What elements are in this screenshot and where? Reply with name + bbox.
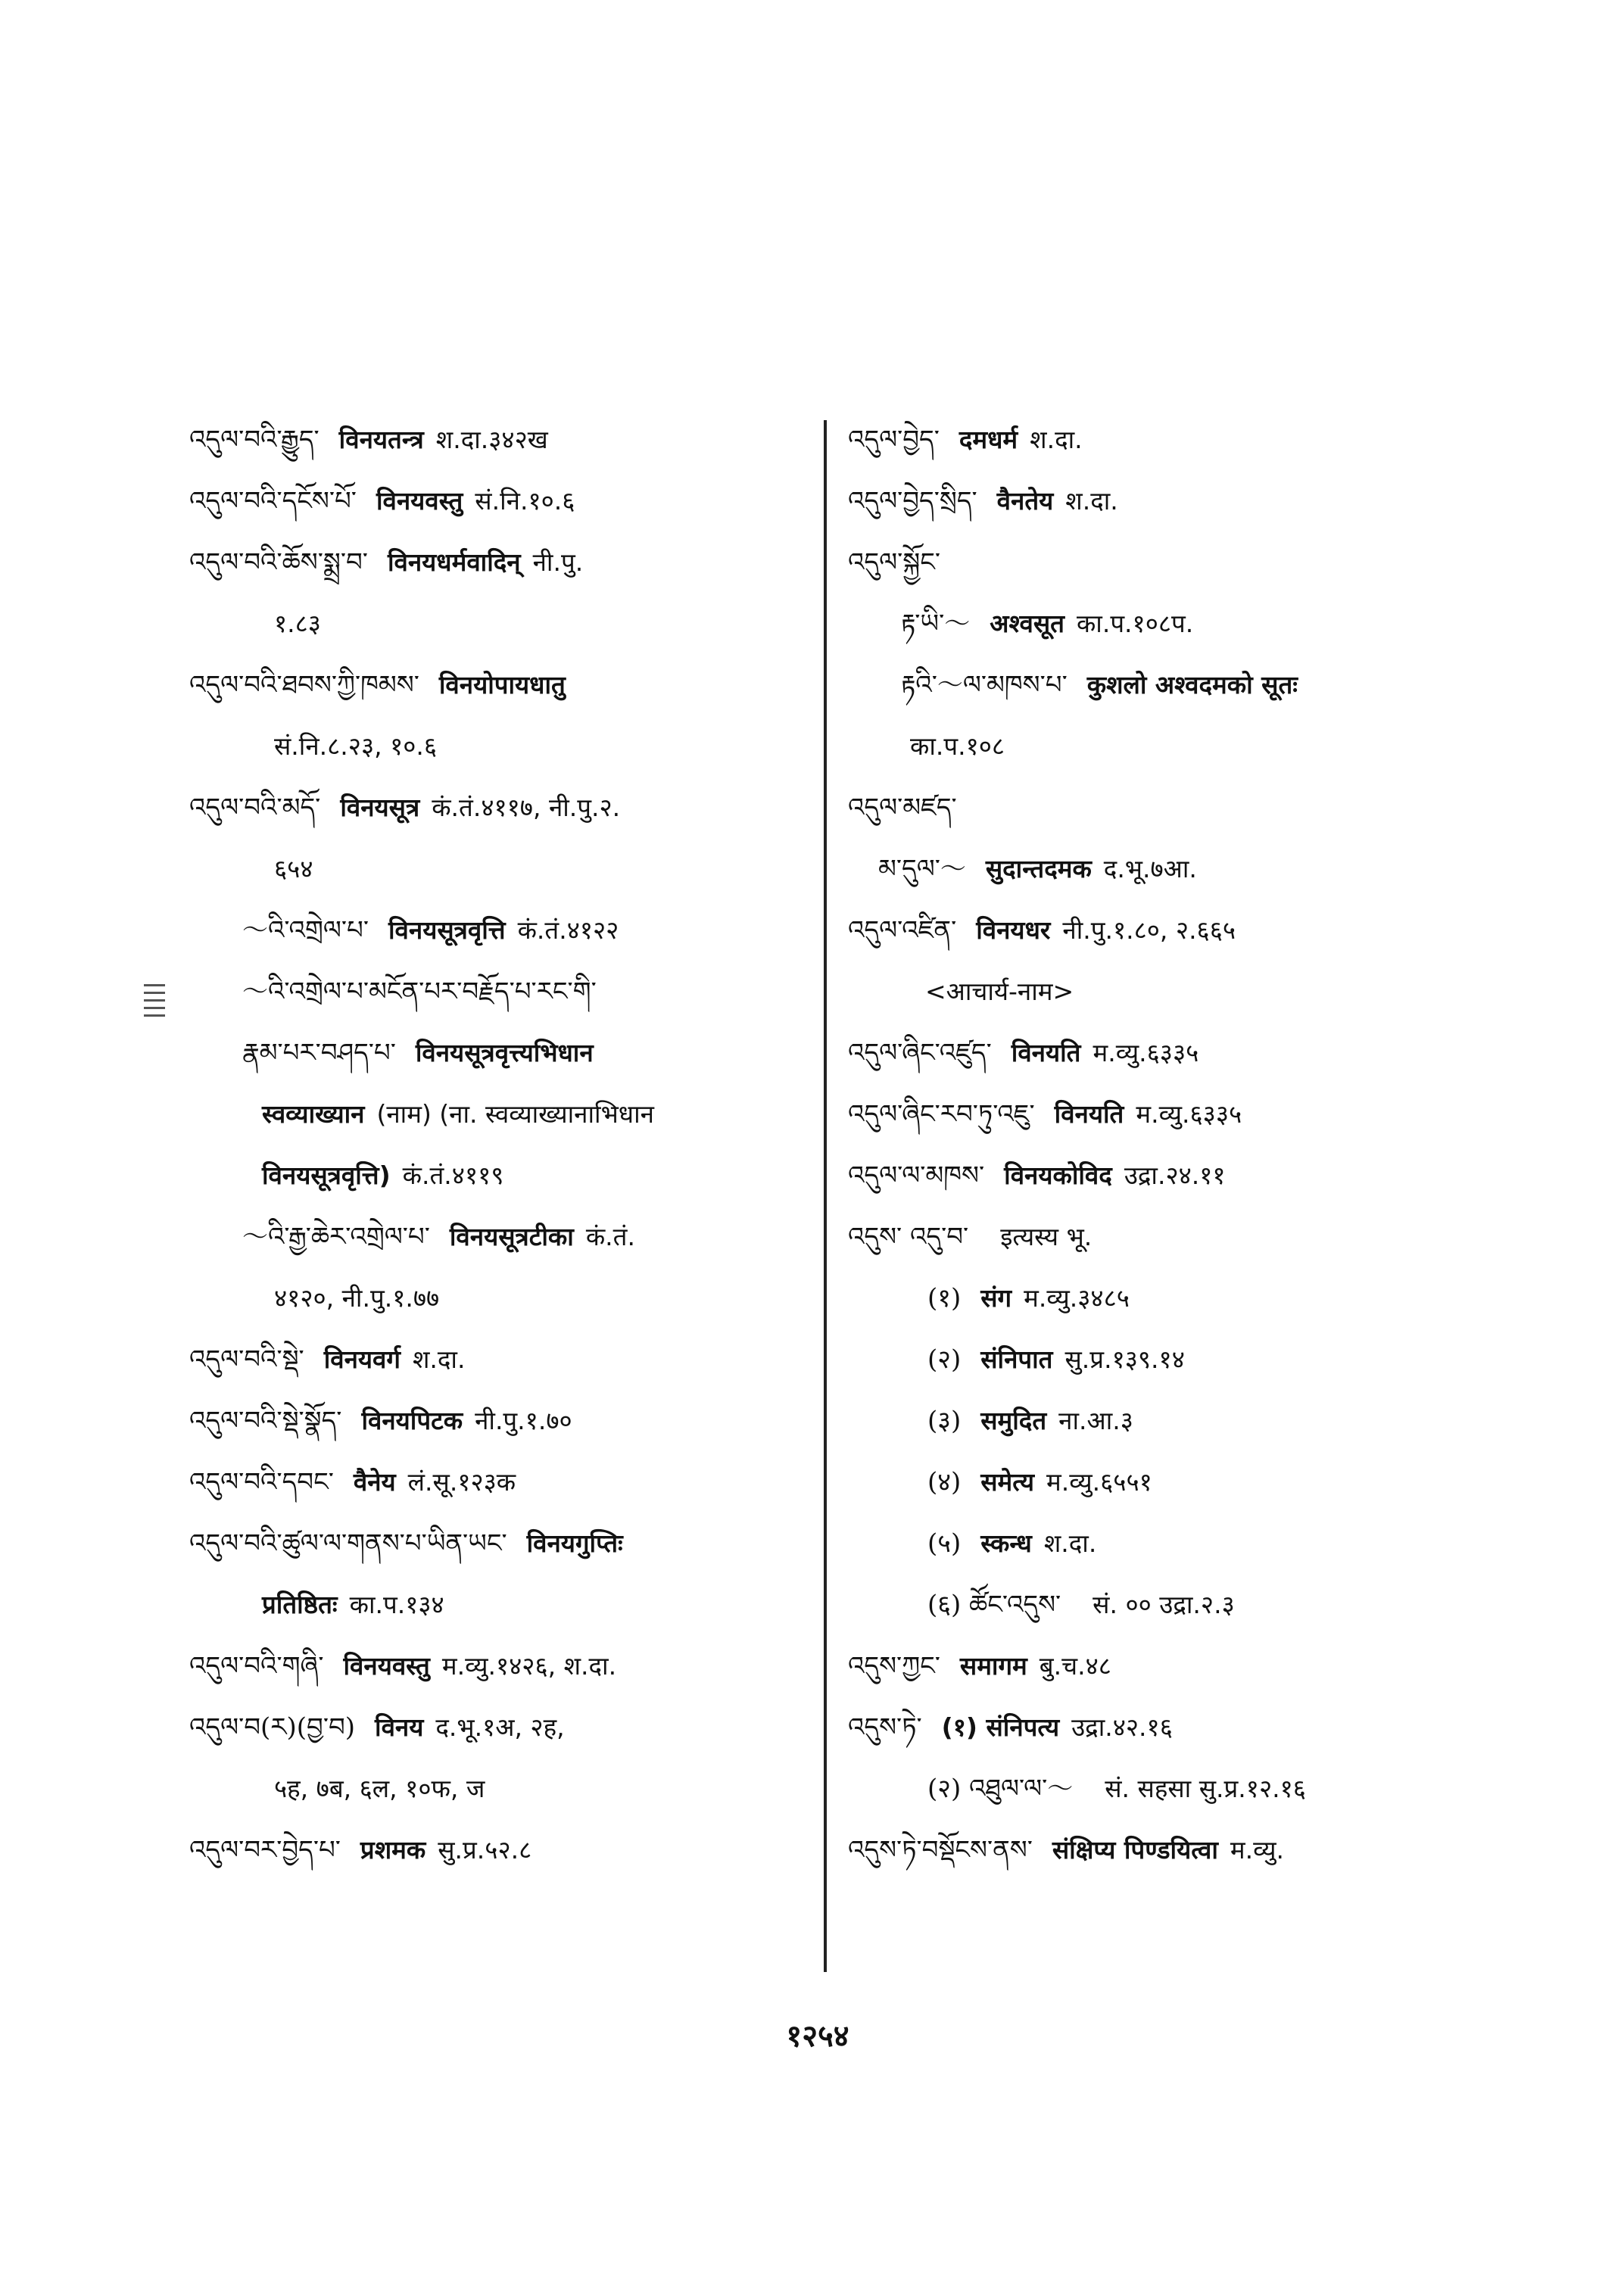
dictionary-entry-line bbox=[189, 1574, 810, 1635]
source-reference: म.व्यु.१४२६, श.दा. bbox=[441, 1651, 617, 1681]
dictionary-entry-line bbox=[848, 1329, 1552, 1390]
source-reference: (नाम) (ना. स्वव्याख्यानाभिधान bbox=[376, 1099, 654, 1129]
source-reference: सं. ०० उद्रा.२.३ bbox=[1093, 1590, 1235, 1619]
sanskrit-equivalent: स्वव्याख्यान bbox=[262, 1099, 365, 1129]
tibetan-headword: (२) bbox=[927, 1344, 962, 1375]
sanskrit-equivalent: विनयति bbox=[1054, 1099, 1124, 1129]
tibetan-headword: འདུལ་སྐྱོང་ bbox=[848, 547, 940, 578]
dictionary-entry-line bbox=[189, 593, 810, 654]
tibetan-headword: (६) ཚོང་འདུས་ bbox=[927, 1590, 1061, 1620]
tibetan-headword: འདུལ་ཞིང་རབ་ཏུ་འཇུ་ bbox=[848, 1099, 1035, 1129]
sanskrit-equivalent: कुशलो अश्वदमको सूतः bbox=[1086, 670, 1298, 699]
tibetan-headword: འདུལ་བའི་དངོས་པོ་ bbox=[189, 486, 357, 516]
source-reference: ४१२०, नी.पु.१.७७ bbox=[274, 1283, 440, 1313]
dictionary-entry-line bbox=[848, 1022, 1552, 1083]
source-reference: उद्रा.२४.११ bbox=[1124, 1161, 1226, 1190]
dictionary-entry-line bbox=[189, 1083, 810, 1145]
dictionary-entry-line bbox=[848, 654, 1552, 715]
source-reference: का.प.१०८ bbox=[910, 731, 1005, 761]
source-reference: सु.प्र.१३९.१४ bbox=[1064, 1344, 1185, 1374]
dictionary-entry-line bbox=[189, 1758, 810, 1819]
tibetan-headword: འདུལ་བའི་ཐབས་ཀྱི་ཁམས་ bbox=[189, 670, 419, 700]
tibetan-headword: འདུལ་བའི་སྡེ་ bbox=[189, 1344, 304, 1375]
dictionary-entry-line bbox=[848, 1819, 1552, 1880]
sanskrit-equivalent: विनयपिटक bbox=[361, 1406, 463, 1435]
tibetan-headword: འདུས་ཏེ་བསྡོངས་ནས་ bbox=[848, 1835, 1033, 1865]
source-reference: सु.प्र.५२.८ bbox=[438, 1835, 532, 1865]
tibetan-headword: འདུལ་ལ་མཁས་ bbox=[848, 1161, 985, 1191]
dictionary-entry-line bbox=[848, 1574, 1552, 1635]
tibetan-headword: འདུལ་བ(ར)(བྱ་བ) bbox=[189, 1712, 356, 1743]
source-reference: लं.सू.१२३क bbox=[407, 1467, 516, 1497]
sanskrit-equivalent: दमधर्म bbox=[959, 425, 1018, 454]
source-reference: कं.तं.४११७, नी.पु.२. bbox=[432, 793, 621, 822]
dictionary-entry-line bbox=[848, 838, 1552, 899]
sanskrit-equivalent: समुदित bbox=[980, 1406, 1047, 1435]
tibetan-headword: འདུལ་བྱེད་སྲིད་ bbox=[848, 486, 977, 516]
page-number: १२५४ bbox=[786, 2018, 849, 2054]
dictionary-entry-line bbox=[848, 1267, 1552, 1329]
source-reference: सं. सहसा सु.प्र.१२.१६ bbox=[1105, 1774, 1306, 1803]
sanskrit-equivalent: विनयगुप्तिः bbox=[526, 1528, 623, 1558]
dictionary-entry-line bbox=[848, 961, 1552, 1022]
dictionary-entry-line bbox=[189, 1451, 810, 1513]
tibetan-headword: (१) bbox=[927, 1283, 962, 1313]
tibetan-headword: (४) bbox=[927, 1467, 962, 1497]
dictionary-entry-line bbox=[189, 654, 810, 715]
sanskrit-equivalent: संक्षिप्य पिण्डयित्वा bbox=[1052, 1835, 1218, 1865]
dictionary-entry-line bbox=[848, 899, 1552, 961]
sanskrit-equivalent: विनयतन्त्र bbox=[338, 425, 424, 454]
source-reference: <आचार्य-नाम> bbox=[925, 977, 1074, 1006]
source-reference: द.भू.१अ, २ह, bbox=[435, 1712, 565, 1742]
sanskrit-equivalent: विनयधर्मवादिन् bbox=[387, 547, 521, 577]
source-reference: नी.पु.१.८०, २.६६५ bbox=[1062, 915, 1236, 945]
source-reference: म.व्यु.६३३५ bbox=[1093, 1038, 1199, 1067]
dictionary-entry-line bbox=[189, 1390, 810, 1451]
source-reference: का.प.१०८प. bbox=[1076, 609, 1194, 638]
tibetan-headword: འདུས་ འདུ་བ་ bbox=[848, 1222, 969, 1252]
source-reference: उद्रा.४२.१६ bbox=[1071, 1712, 1173, 1742]
tibetan-headword: (३) bbox=[927, 1406, 962, 1436]
tibetan-headword: འདུལ་མཛད་ bbox=[848, 793, 957, 823]
dictionary-entry-line bbox=[189, 1819, 810, 1880]
dictionary-entry-line bbox=[848, 470, 1552, 531]
tibetan-headword: ～འི་འགྲེལ་པ་མངོན་པར་བརྗོད་པ་རང་གི་ bbox=[242, 977, 597, 1007]
sanskrit-equivalent: विनयवस्तु bbox=[343, 1651, 430, 1681]
source-reference: श.दा. bbox=[1043, 1528, 1097, 1558]
source-reference: श.दा. bbox=[1030, 425, 1083, 454]
margin-tick-marks bbox=[144, 984, 165, 1030]
dictionary-entry-line bbox=[189, 777, 810, 838]
dictionary-entry-line bbox=[848, 1451, 1552, 1513]
tibetan-headword: (२) འཐུལ་ལ་～ bbox=[927, 1774, 1074, 1804]
tibetan-headword: འདུལ་བའི་ཆོས་སྨྲ་བ་ bbox=[189, 547, 368, 578]
source-reference: कं.तं.४११९ bbox=[402, 1161, 504, 1190]
tibetan-headword: (५) bbox=[927, 1528, 962, 1559]
source-reference: ना.आ.३ bbox=[1058, 1406, 1133, 1435]
tibetan-headword: འདུལ་བའི་རྒྱུད་ bbox=[189, 425, 320, 455]
source-reference: श.दा. bbox=[412, 1344, 466, 1374]
tibetan-headword: འདུལ་བར་བྱེད་པ་ bbox=[189, 1835, 341, 1865]
tibetan-headword: རྟའི་～ལ་མཁས་པ་ bbox=[901, 670, 1068, 700]
sanskrit-equivalent: सुदान्तदमक bbox=[985, 854, 1092, 883]
tibetan-headword: འདུལ་བའི་མདོ་ bbox=[189, 793, 321, 823]
source-reference: म.व्यु.६३३५ bbox=[1136, 1099, 1242, 1129]
dictionary-entry-line bbox=[189, 899, 810, 961]
sanskrit-equivalent: वैनेय bbox=[353, 1467, 396, 1497]
sanskrit-equivalent: विनयकोविद bbox=[1004, 1161, 1112, 1190]
sanskrit-equivalent: विनयसूत्रवृत्ति) bbox=[262, 1161, 391, 1190]
dictionary-entry-line bbox=[189, 1329, 810, 1390]
dictionary-entry-line bbox=[848, 715, 1552, 777]
sanskrit-equivalent: विनयोपायधातु bbox=[438, 670, 566, 699]
dictionary-entry-line bbox=[189, 1635, 810, 1696]
sanskrit-equivalent: विनयसूत्रवृत्ति bbox=[388, 915, 506, 945]
column-divider bbox=[824, 420, 827, 1972]
sanskrit-equivalent: स्कन्ध bbox=[980, 1528, 1032, 1558]
dictionary-entry-line bbox=[189, 715, 810, 777]
source-reference: का.प.१३४ bbox=[349, 1590, 444, 1619]
dictionary-entry-line bbox=[848, 1696, 1552, 1758]
dictionary-entry-line bbox=[848, 593, 1552, 654]
tibetan-headword: རྣམ་པར་བཤད་པ་ bbox=[242, 1038, 396, 1068]
dictionary-entry-line bbox=[848, 1206, 1552, 1267]
sanskrit-equivalent: संग bbox=[980, 1283, 1012, 1313]
sanskrit-equivalent: विनयसूत्रवृत्त्यभिधान bbox=[415, 1038, 594, 1067]
dictionary-entry-line bbox=[848, 1390, 1552, 1451]
dictionary-entry-line bbox=[189, 531, 810, 593]
tibetan-headword: འདུལ་བྱེད་ bbox=[848, 425, 940, 455]
source-reference: ६५४ bbox=[274, 854, 313, 883]
source-reference: कं.तं. bbox=[585, 1222, 635, 1251]
dictionary-entry-line bbox=[189, 961, 810, 1022]
sanskrit-equivalent: विनयवस्तु bbox=[376, 486, 463, 516]
dictionary-entry-line bbox=[848, 1513, 1552, 1574]
dictionary-entry-line bbox=[189, 838, 810, 899]
tibetan-headword: འདུལ་བའི་གཞི་ bbox=[189, 1651, 324, 1681]
tibetan-headword: འདུལ་བའི་ཚུལ་ལ་གནས་པ་ཡིན་ཡང་ bbox=[189, 1528, 507, 1559]
dictionary-entry-line bbox=[848, 531, 1552, 593]
sanskrit-equivalent: (१) संनिपत्य bbox=[941, 1712, 1060, 1742]
dictionary-entry-line bbox=[189, 1022, 810, 1083]
dictionary-entry-line bbox=[189, 1206, 810, 1267]
source-reference: सं.नि.८.२३, १०.६ bbox=[274, 731, 438, 761]
tibetan-headword: འདུལ་འཛིན་ bbox=[848, 915, 957, 946]
tibetan-headword: ～འི་འགྲེལ་པ་ bbox=[242, 915, 369, 946]
source-reference: ५ह, ७ब, ६ल, १०फ, ज bbox=[274, 1774, 485, 1803]
sanskrit-equivalent: समेत्य bbox=[980, 1467, 1034, 1497]
left-column bbox=[189, 409, 810, 1880]
source-reference: श.दा. bbox=[1065, 486, 1118, 516]
source-reference: म.व्यु.६५५१ bbox=[1046, 1467, 1152, 1497]
dictionary-entry-line bbox=[189, 470, 810, 531]
sanskrit-equivalent: विनयवर्ग bbox=[323, 1344, 401, 1374]
tibetan-headword: འདུས་ཏེ་ bbox=[848, 1712, 922, 1743]
dictionary-entry-line bbox=[848, 1758, 1552, 1819]
tibetan-headword: མ་དུལ་～ bbox=[878, 854, 966, 884]
source-reference: कं.तं.४१२२ bbox=[517, 915, 619, 945]
sanskrit-equivalent: विनयसूत्र bbox=[340, 793, 420, 822]
source-reference: म.व्यु.३४८५ bbox=[1024, 1283, 1130, 1313]
source-reference: म.व्यु. bbox=[1230, 1835, 1285, 1865]
sanskrit-equivalent: विनयधर bbox=[976, 915, 1051, 945]
tibetan-headword: འདུས་ཀྱང་ bbox=[848, 1651, 940, 1681]
dictionary-entry-line bbox=[189, 1513, 810, 1574]
tibetan-headword: རྟ་ཡི་～ bbox=[901, 609, 971, 639]
sanskrit-equivalent: प्रशमक bbox=[360, 1835, 426, 1865]
source-reference: सं.नि.१०.६ bbox=[475, 486, 575, 516]
source-reference: नी.पु. bbox=[532, 547, 584, 577]
dictionary-entry-line bbox=[189, 1145, 810, 1206]
source-reference: इत्यस्य भू. bbox=[1000, 1222, 1093, 1251]
dictionary-entry-line bbox=[189, 409, 810, 470]
tibetan-headword: ～འི་རྒྱ་ཆེར་འགྲེལ་པ་ bbox=[242, 1222, 430, 1252]
source-reference: नी.पु.१.७० bbox=[475, 1406, 572, 1435]
dictionary-entry-line bbox=[848, 409, 1552, 470]
sanskrit-equivalent: संनिपात bbox=[980, 1344, 1053, 1374]
sanskrit-equivalent: अश्वसूत bbox=[990, 609, 1064, 638]
tibetan-headword: འདུལ་ཞིང་འཛུད་ bbox=[848, 1038, 992, 1068]
sanskrit-equivalent: प्रतिष्ठितः bbox=[262, 1590, 338, 1619]
sanskrit-equivalent: विनय bbox=[375, 1712, 424, 1742]
dictionary-entry-line bbox=[848, 777, 1552, 838]
dictionary-entry-line bbox=[848, 1145, 1552, 1206]
sanskrit-equivalent: समागम bbox=[959, 1651, 1027, 1681]
source-reference: १.८३ bbox=[274, 609, 321, 638]
tibetan-headword: འདུལ་བའི་སྡེ་སྣོད་ bbox=[189, 1406, 342, 1436]
source-reference: श.दा.३४२ख bbox=[435, 425, 548, 454]
dictionary-entry-line bbox=[189, 1696, 810, 1758]
tibetan-headword: འདུལ་བའི་དབང་ bbox=[189, 1467, 334, 1497]
right-column bbox=[848, 409, 1552, 1880]
source-reference: द.भू.७आ. bbox=[1103, 854, 1197, 883]
source-reference: बु.च.४८ bbox=[1039, 1651, 1111, 1681]
sanskrit-equivalent: वैनतेय bbox=[996, 486, 1054, 516]
dictionary-entry-line bbox=[189, 1267, 810, 1329]
sanskrit-equivalent: विनयसूत्रटीका bbox=[449, 1222, 574, 1251]
dictionary-entry-line bbox=[848, 1635, 1552, 1696]
sanskrit-equivalent: विनयति bbox=[1011, 1038, 1081, 1067]
dictionary-entry-line bbox=[848, 1083, 1552, 1145]
